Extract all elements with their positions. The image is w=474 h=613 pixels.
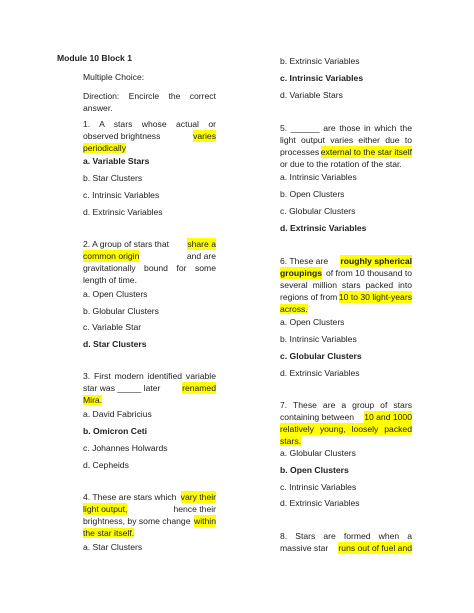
highlight: groupings bbox=[280, 268, 323, 278]
question-8: 8. Stars are formed when a massive star runs out of fuel and bbox=[280, 531, 412, 553]
highlight: stars. bbox=[280, 436, 302, 446]
highlight: light output, bbox=[83, 504, 128, 514]
section-subtitle: Multiple Choice: bbox=[83, 72, 145, 82]
question-6: 6. These are roughly spherical groupings of from 10 thousand to several million stars packed into regions of from 10 to 30 light-years across. bbox=[280, 256, 412, 314]
highlight: 10 to 30 light-years bbox=[338, 292, 412, 302]
page-title: Module 10 Block 1 bbox=[57, 53, 132, 63]
question-4: 4. These are stars which vary their light output, hence their brightness, by some change within the star itself. bbox=[83, 492, 216, 538]
question-5: 5. ______ are those in which the light output varies either due to processes external to the star itself or due to the rotation of the star. bbox=[280, 123, 412, 169]
highlight: across. bbox=[280, 304, 308, 314]
highlight: vary their bbox=[180, 492, 216, 502]
highlight: Mira. bbox=[83, 395, 103, 405]
question-1: 1. A stars whose actual or observed brightness varies periodically bbox=[83, 119, 216, 153]
highlight: the star itself. bbox=[83, 528, 135, 538]
option-4a[interactable]: a. Star Clusters bbox=[83, 542, 143, 552]
highlight: common origin bbox=[83, 251, 140, 261]
highlight: relatively young, loosely packed bbox=[280, 424, 412, 434]
option-3c[interactable]: c. Johannes Holwards bbox=[83, 443, 168, 453]
option-5c[interactable]: c. Globular Clusters bbox=[280, 206, 356, 216]
question-3: 3. First modern identified variable star was _____ later renamed Mira. bbox=[83, 371, 216, 405]
highlight: periodically bbox=[83, 143, 126, 153]
option-6b[interactable]: b. Intrinsic Variables bbox=[280, 334, 357, 344]
option-2d[interactable]: d. Star Clusters bbox=[83, 339, 147, 349]
option-1a[interactable]: a. Variable Stars bbox=[83, 156, 150, 166]
option-7a[interactable]: a. Globular Clusters bbox=[280, 448, 356, 458]
highlight: roughly spherical bbox=[340, 256, 412, 266]
option-4d[interactable]: d. Variable Stars bbox=[280, 90, 343, 100]
option-1b[interactable]: b. Star Clusters bbox=[83, 173, 143, 183]
option-5a[interactable]: a. Intrinsic Variables bbox=[280, 172, 357, 182]
option-6a[interactable]: a. Open Clusters bbox=[280, 317, 345, 327]
highlight: external to the star itself bbox=[320, 147, 412, 157]
option-1d[interactable]: d. Extrinsic Variables bbox=[83, 207, 163, 217]
highlight: 10 and 1000 bbox=[364, 412, 412, 422]
option-2c[interactable]: c. Variable Star bbox=[83, 322, 142, 332]
option-6d[interactable]: d. Extrinsic Variables bbox=[280, 368, 360, 378]
question-text: 1. A stars whose actual or bbox=[83, 119, 216, 129]
question-2: 2. A group of stars that share a common origin and are gravitationally bound for some length of time. bbox=[83, 239, 216, 285]
highlight: share a bbox=[187, 239, 216, 249]
option-5b[interactable]: b. Open Clusters bbox=[280, 189, 345, 199]
highlight: runs out of fuel and bbox=[338, 543, 412, 553]
option-3d[interactable]: d. Cepheids bbox=[83, 460, 129, 470]
option-7d[interactable]: d. Extrinsic Variables bbox=[280, 498, 360, 508]
option-4c[interactable]: c. Intrinsic Variables bbox=[280, 73, 364, 83]
option-2b[interactable]: b. Globular Clusters bbox=[83, 306, 159, 316]
option-7b[interactable]: b. Open Clusters bbox=[280, 465, 349, 475]
highlight: renamed bbox=[182, 383, 216, 393]
option-7c[interactable]: c. Intrinsic Variables bbox=[280, 482, 357, 492]
highlight: within bbox=[194, 516, 216, 526]
option-4b[interactable]: b. Extrinsic Variables bbox=[280, 56, 360, 66]
option-6c[interactable]: c. Globular Clusters bbox=[280, 351, 362, 361]
option-5d[interactable]: d. Extrinsic Variables bbox=[280, 223, 367, 233]
option-1c[interactable]: c. Intrinsic Variables bbox=[83, 190, 160, 200]
direction-text: Direction: Encircle the correct answer. bbox=[83, 91, 216, 113]
option-2a[interactable]: a. Open Clusters bbox=[83, 289, 148, 299]
highlight: varies bbox=[193, 131, 216, 141]
option-3a[interactable]: a. David Fabricius bbox=[83, 409, 152, 419]
option-3b[interactable]: b. Omicron Ceti bbox=[83, 426, 147, 436]
question-7: 7. These are a group of stars containing between 10 and 1000 relatively young, loosely packed stars. bbox=[280, 400, 412, 446]
